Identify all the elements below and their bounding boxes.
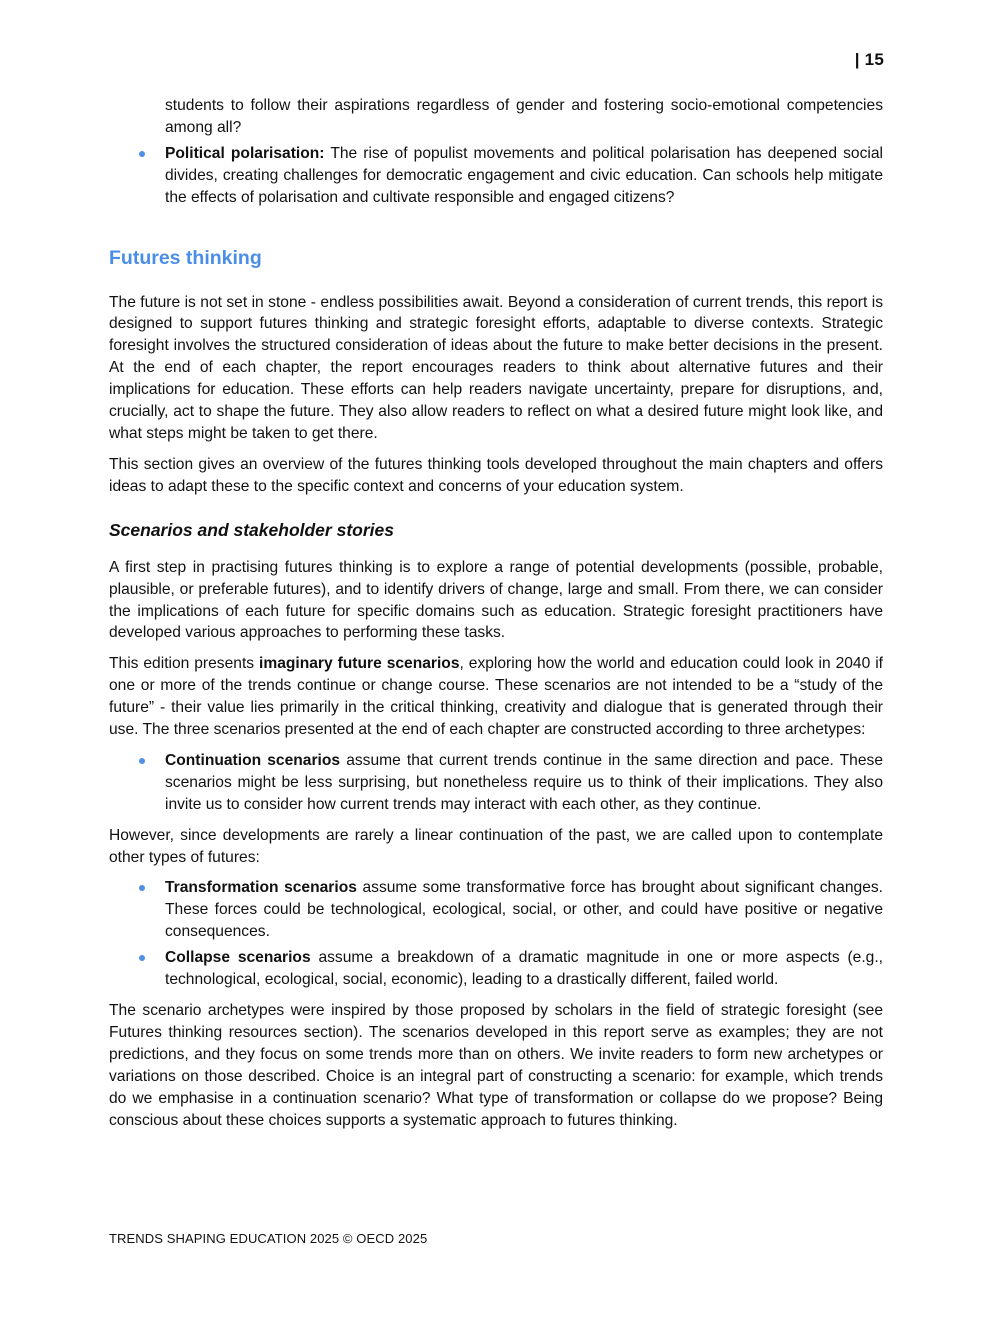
list-item-term: Transformation scenarios <box>165 879 357 897</box>
intro-bullet-list <box>109 143 883 209</box>
paragraph-text: , exploring how the world and education could look in 2040 if one or more of the trends continue or change course. These scenarios are not intended to be a “study of the future” - their value lies primarily in the critical thinking, creativity and dialogue that is generated through their use. The three scenarios presented at the end of each chapter are constructed according to three archetypes: <box>109 655 883 739</box>
paragraph-text: This edition presents <box>109 655 259 673</box>
list-item <box>109 750 883 816</box>
archetype-list-other <box>109 877 883 991</box>
list-item-term: Collapse scenarios <box>165 949 311 967</box>
bullet-icon <box>139 885 145 891</box>
bullet-icon <box>139 955 145 961</box>
list-item-text: assume that current trends continue in the same direction and pace. These scenarios might be less surprising, but nonetheless require us to think of their implications. They also invite us to consider how current trends may interact with each other, as they continue. <box>165 751 883 813</box>
section-heading: Futures thinking <box>109 246 262 269</box>
bullet-icon <box>139 758 145 764</box>
bullet-icon <box>139 151 145 157</box>
subsection-heading: Scenarios and stakeholder stories <box>109 519 394 540</box>
paragraph: The scenario archetypes were inspired by those proposed by scholars in the field of strategic foresight (see Futures thinking resources section). The scenarios developed in this report serve as examples; they are not predictions, and they focus on some trends more than on others. We invite readers to form new archetypes or variations on those described. Choice is an integral part of constructing a scenario: for example, which trends do we emphasise in a continuation scenario? What type of transformation or collapse do we propose? Being conscious about these choices supports a systematic approach to futures thinking. <box>109 1002 883 1129</box>
emphasis-term: imaginary future scenarios <box>259 655 460 673</box>
list-item-text: assume some transformative force has brought about significant changes. These forces could be technological, ecological, social, or other, and could have positive or negative consequences. <box>165 879 883 941</box>
list-item-text: assume a breakdown of a dramatic magnitude in one or more aspects (e.g., technological, ecological, social, economic), leading to a drastically different, failed world. <box>165 949 883 989</box>
list-item-text: The rise of populist movements and political polarisation has deepened social divides, creating challenges for democratic engagement and civic education. Can schools help mitigate the effects of polarisation and cultivate responsible and engaged citizens? <box>165 144 883 206</box>
list-item <box>109 877 883 943</box>
list-item-term: Continuation scenarios <box>165 751 341 769</box>
list-item <box>109 947 883 991</box>
page-footer: TRENDS SHAPING EDUCATION 2025 © OECD 2025 <box>109 1231 428 1246</box>
paragraph <box>109 653 883 741</box>
list-item <box>109 143 883 209</box>
archetype-list-continuation <box>109 750 883 816</box>
page-number: | 15 <box>854 50 884 69</box>
list-continuation-text: students to follow their aspirations regardless of gender and fostering socio-emotional competencies among all? <box>165 97 883 136</box>
list-item-term: Political polarisation: <box>165 144 325 162</box>
paragraph: A first step in practising futures thinking is to explore a range of potential developments (possible, probable, plausible, or preferable futures), and to identify drivers of change, large and small. From there, we can consider the implications of each future for specific domains such as education. Strategic foresight practitioners have developed various approaches to performing these tasks. <box>109 558 883 642</box>
paragraph: This section gives an overview of the futures thinking tools developed throughout the main chapters and offers ideas to adapt these to the specific context and concerns of your education system. <box>109 455 883 495</box>
paragraph: However, since developments are rarely a linear continuation of the past, we are called upon to contemplate other types of futures: <box>109 826 883 866</box>
page-content <box>109 95 883 1140</box>
paragraph: The future is not set in stone - endless possibilities await. Beyond a consideration of current trends, this report is designed to support futures thinking and strategic foresight efforts, adaptable to diverse contexts. Strategic foresight involves the structured consideration of ideas about the future to make better decisions in the present. At the end of each chapter, the report encourages readers to think about alternative futures and their implications for education. These efforts can help readers navigate uncertainty, prepare for disruptions, and, crucially, act to shape the future. They also allow readers to reflect on what a desired future might look like, and what steps might be taken to get there. <box>109 293 883 442</box>
